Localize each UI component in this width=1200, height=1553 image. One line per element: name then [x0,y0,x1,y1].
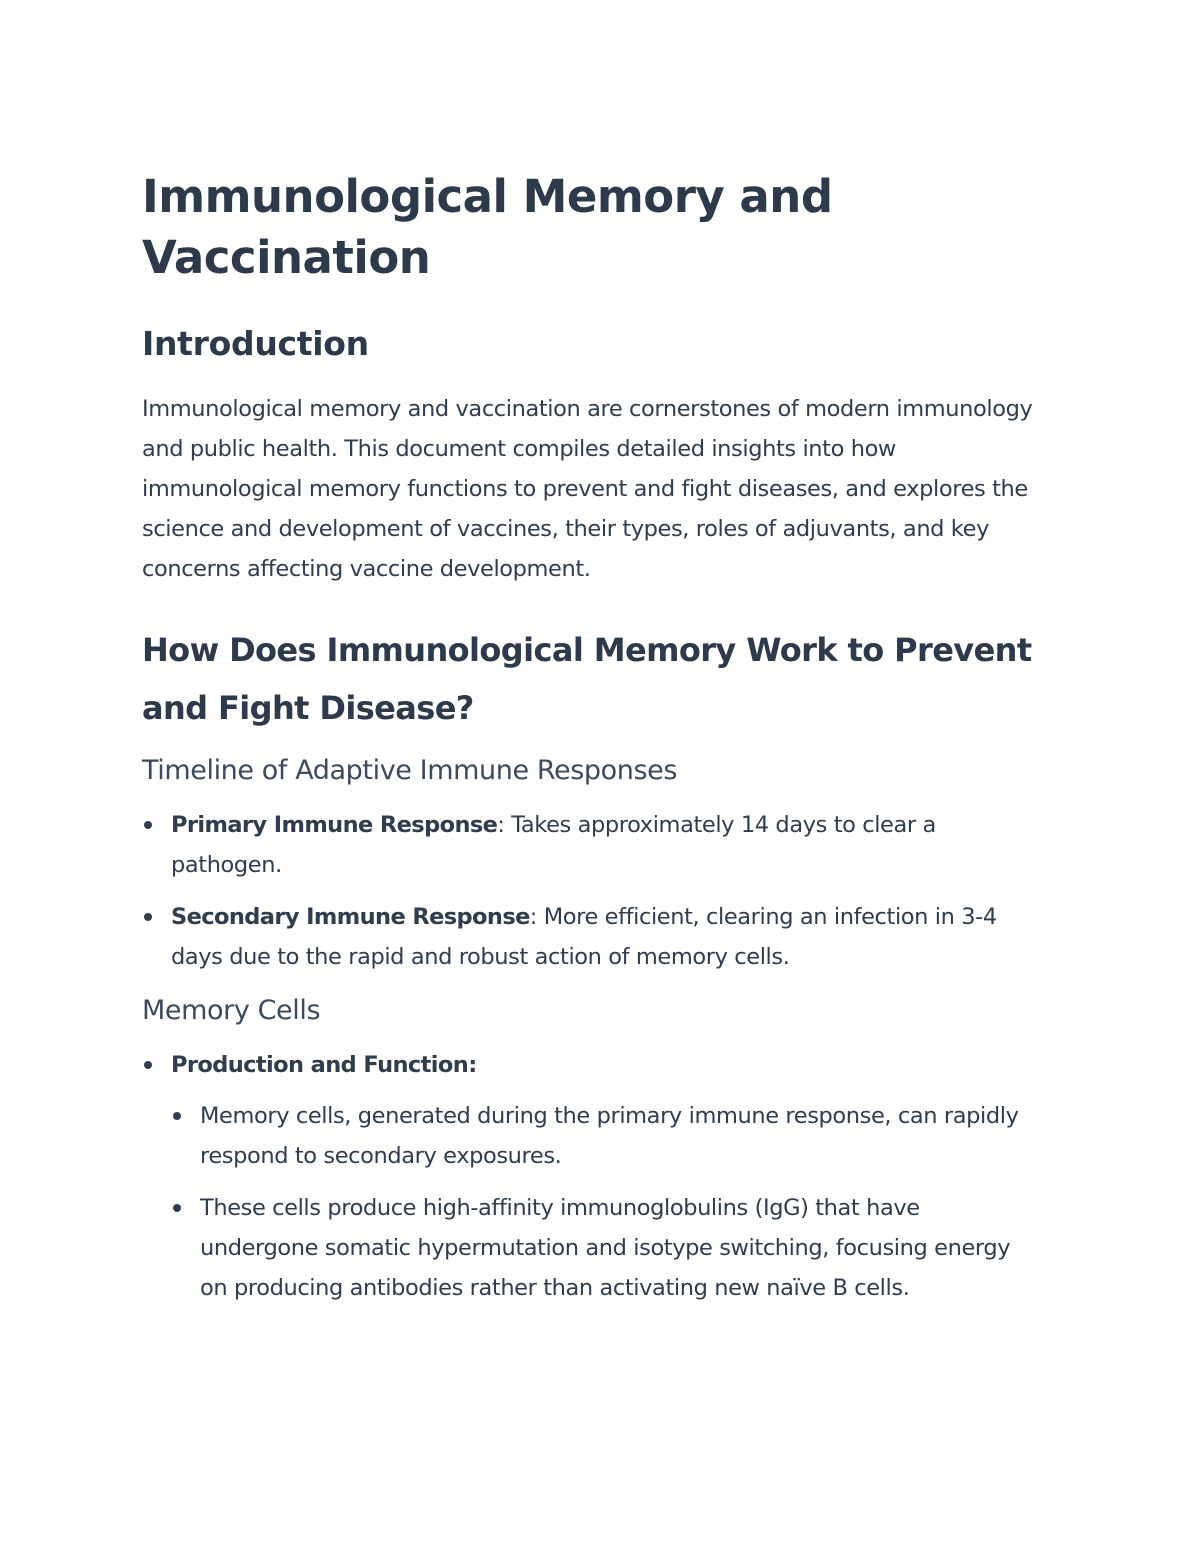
list-item-text: : More efficient, clearing an infection in 3-4 days due to the rapid and robust action of memory cells. [171,904,997,970]
list-item [142,897,1042,977]
document-title: Immunological Memory and Vaccination [142,170,833,284]
memory-cells-list [142,1045,1042,1308]
timeline-heading: Timeline of Adaptive Immune Responses [142,755,677,786]
list-item [142,1045,1042,1308]
sub-list-item: Memory cells, generated during the primary immune response, can rapidly respond to secondary exposures. [171,1096,1042,1176]
memory-cells-heading: Memory Cells [142,995,321,1026]
list-item-term: Production and Function: [171,1052,477,1078]
document-page [142,166,1042,1320]
introduction-paragraph: Immunological memory and vaccination are cornerstones of modern immunology and public health. This document compiles detailed insights into how immunological memory functions to prevent and fight diseases, and explores the science and development of vaccines, their types, roles of adjuvants, and key concerns affecting vaccine development. [142,396,1033,582]
section-heading: How Does Immunological Memory Work to Prevent and Fight Disease? [142,631,1032,727]
introduction-heading: Introduction [142,324,369,363]
timeline-list [142,805,1042,977]
list-item-term: Primary Immune Response [171,812,498,838]
list-item [142,805,1042,885]
list-item-text: : Takes approximately 14 days to clear a pathogen. [171,812,936,878]
list-item-term: Secondary Immune Response [171,904,530,930]
sub-list [171,1096,1042,1308]
sub-list-item: These cells produce high-affinity immunoglobulins (IgG) that have undergone somatic hypermutation and isotype switching, focusing energy on producing antibodies rather than activating new naïve B cells. [171,1188,1042,1308]
